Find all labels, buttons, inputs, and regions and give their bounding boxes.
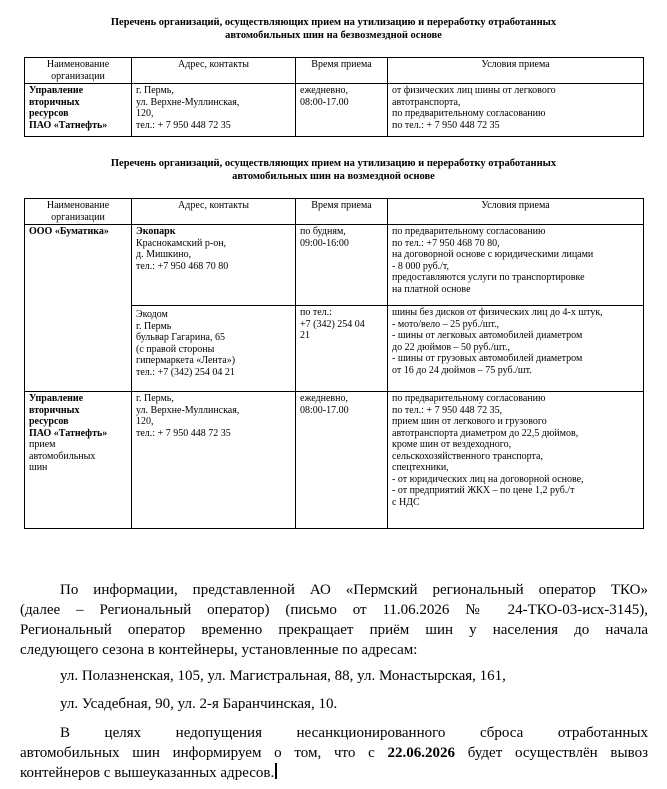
paragraph-line: По информации, представленной АО «Пермский региональный оператор ТКО» — [60, 582, 648, 598]
time-line: 08:00-17.00 — [300, 404, 349, 416]
info-paragraph — [20, 580, 648, 660]
conditions-line: - от предприятий ЖКХ – по цене 1,2 руб./т — [392, 485, 575, 496]
table1-title-line: Перечень организаций, осуществляющих прием на утилизацию и переработку отработанных — [110, 17, 557, 28]
free-organizations-table — [24, 57, 644, 137]
conditions-line: на платной основе — [392, 283, 471, 295]
conditions-line: - мото/вело – 25 руб./шт., — [392, 318, 500, 330]
paragraph-line — [20, 743, 648, 763]
table-row — [25, 392, 644, 529]
table-row — [25, 84, 644, 137]
conditions-line: по тел.: + 7 950 448 72 35, — [392, 404, 503, 416]
conditions-line: сельскохозяйственного транспорта, — [392, 450, 543, 462]
conditions-cell — [388, 84, 644, 137]
address-cell — [132, 392, 296, 529]
address-line: тел.: + 7 950 448 72 35 — [136, 119, 231, 131]
conditions-line: от 16 до 24 дюймов – 75 руб./шт. — [392, 364, 532, 376]
address-line: 120, — [136, 416, 154, 427]
conditions-line: прием шин от легкового и грузового — [392, 416, 547, 427]
paragraph-line: следующего сезона в контейнеры, установленные по адресам: — [20, 642, 418, 658]
conditions-line: от физических лиц шины от легкового — [392, 85, 556, 96]
header-time: Время приема — [296, 199, 388, 225]
header-address: Адрес, контакты — [132, 199, 296, 225]
address-line: гипермаркета «Лента») — [136, 355, 236, 366]
address-line: д. Мишкино, — [136, 249, 192, 260]
time-cell — [296, 392, 388, 529]
conditions-line: по тел.: + 7 950 448 72 35 — [392, 119, 500, 131]
conditions-cell — [388, 225, 644, 306]
paragraph-line: В целях недопущения несанкционированного сброса отработанных — [60, 725, 648, 741]
conditions-line: кроме шин от вездеходного, — [392, 439, 512, 450]
address-line: г. Пермь — [136, 320, 172, 332]
address-line: ул. Верхне-Муллинская, — [136, 404, 240, 416]
paragraph-line — [20, 763, 648, 783]
conditions-line: - шины от легковых автомобилей диаметром — [392, 330, 583, 341]
address-list — [20, 666, 648, 686]
org-cell — [25, 84, 132, 137]
org-cell — [25, 225, 132, 392]
conditions-line: на договорной основе с юридическими лицами — [392, 249, 594, 260]
address-line: бульвар Гагарина, 65 — [136, 332, 225, 343]
address-cell — [132, 84, 296, 137]
conditions-line: по предварительному согласованию — [392, 226, 546, 237]
conditions-line: автотранспорта диаметром до 22,5 дюймов, — [392, 427, 579, 439]
conditions-line: шины без дисков от физических лиц до 4-х штук, — [392, 307, 603, 318]
address-name: Экопарк — [136, 226, 176, 237]
conditions-line: по предварительному согласованию — [392, 108, 546, 119]
org-cell — [25, 392, 132, 529]
time-cell — [296, 84, 388, 137]
time-line: ежедневно, — [300, 393, 348, 404]
text-cursor — [275, 763, 277, 779]
date-highlight: 22.06.2026 — [387, 745, 456, 761]
paragraph-line: Региональный оператор временно прекращает приём шин у населения до начала — [20, 622, 648, 638]
header-time: Время приема — [296, 58, 388, 84]
time-line: 09:00-16:00 — [300, 237, 349, 249]
address-line: (с правой стороны — [136, 343, 215, 355]
conditions-line: по тел.: +7 950 468 70 80, — [392, 237, 500, 249]
org-line: ресурсов — [29, 416, 69, 427]
table-row — [25, 225, 644, 306]
org-line: ресурсов — [29, 108, 69, 119]
table2-title-line: автомобильных шин на возмездной основе — [232, 171, 435, 182]
time-line: +7 (342) 254 04 — [300, 318, 365, 330]
time-line: по будням, — [300, 226, 346, 237]
header-conditions: Условия приема — [388, 58, 644, 84]
paid-organizations-table — [24, 198, 644, 529]
address-line: тел.: +7 950 468 70 80 — [136, 260, 229, 272]
table-header-row — [25, 199, 644, 225]
conditions-line: - от юридических лиц на договорной основе, — [392, 473, 584, 485]
conditions-line: до 22 дюймов – 50 руб./шт., — [392, 341, 510, 353]
time-cell — [296, 225, 388, 306]
org-line: Управление — [29, 393, 84, 404]
notice-paragraph — [20, 723, 648, 783]
conditions-line: - шины от грузовых автомобилей диаметром — [392, 353, 583, 364]
address-list — [20, 694, 648, 714]
header-conditions: Условия приема — [388, 199, 644, 225]
time-cell — [296, 306, 388, 392]
table1-title-line: автомобильных шин на безвозмездной основе — [225, 30, 442, 41]
address-line: Краснокамский р-он, — [136, 237, 227, 249]
conditions-line: с НДС — [392, 496, 420, 508]
time-line: 08:00-17.00 — [300, 96, 349, 108]
org-line: ООО «Буматика» — [29, 226, 109, 237]
org-line: автомобильных — [29, 450, 96, 462]
table1-title — [0, 16, 667, 42]
header-organization: Наименование организации — [25, 58, 132, 84]
time-line: ежедневно, — [300, 85, 348, 96]
address-line: 120, — [136, 108, 154, 119]
address-line: тел.: + 7 950 448 72 35 — [136, 427, 231, 439]
time-line: по тел.: — [300, 307, 332, 318]
address-cell — [132, 306, 296, 392]
address-line: г. Пермь, — [136, 393, 174, 404]
conditions-line: предоставляются услуги по транспортировке — [392, 272, 585, 283]
time-line: 21 — [300, 330, 310, 341]
conditions-cell — [388, 306, 644, 392]
org-line: ПАО «Татнефть» — [29, 119, 108, 131]
conditions-line: по предварительному согласованию — [392, 393, 546, 404]
paragraph-text: контейнеров с вышеуказанных адресов. — [20, 765, 275, 781]
org-line: Управление — [29, 85, 84, 96]
org-line: ПАО «Татнефть» — [29, 427, 108, 439]
table2-title — [0, 157, 667, 183]
conditions-line: - 8 000 руб./т, — [392, 260, 450, 272]
conditions-line: спецтехники, — [392, 462, 449, 473]
org-line: вторичных — [29, 96, 80, 108]
header-organization: Наименование организации — [25, 199, 132, 225]
address-cell — [132, 225, 296, 306]
address-list-line: ул. Полазненская, 105, ул. Магистральная, 88, ул. Монастырская, 161, — [60, 668, 506, 684]
paragraph-line: (далее – Региональный оператор) (письмо от 11.06.2026 № 24-ТКО-03-исх-3145), — [20, 602, 648, 618]
paragraph-text: автомобильных шин информируем о том, что с — [20, 745, 388, 761]
org-line: вторичных — [29, 404, 80, 416]
address-line: Экодом — [136, 309, 168, 320]
conditions-cell — [388, 392, 644, 529]
address-line: ул. Верхне-Муллинская, — [136, 96, 240, 108]
org-line: прием — [29, 439, 56, 450]
address-line: тел.: +7 (342) 254 04 21 — [136, 366, 235, 378]
address-list-line: ул. Усадебная, 90, ул. 2-я Баранчинская, 10. — [60, 696, 338, 712]
paragraph-text: будет осуществлён вывоз — [455, 745, 648, 761]
header-address: Адрес, контакты — [132, 58, 296, 84]
org-line: шин — [29, 462, 48, 473]
conditions-line: автотранспорта, — [392, 96, 461, 108]
table2-title-line: Перечень организаций, осуществляющих прием на утилизацию и переработку отработанных — [110, 158, 557, 169]
address-line: г. Пермь, — [136, 85, 174, 96]
table-header-row — [25, 58, 644, 84]
